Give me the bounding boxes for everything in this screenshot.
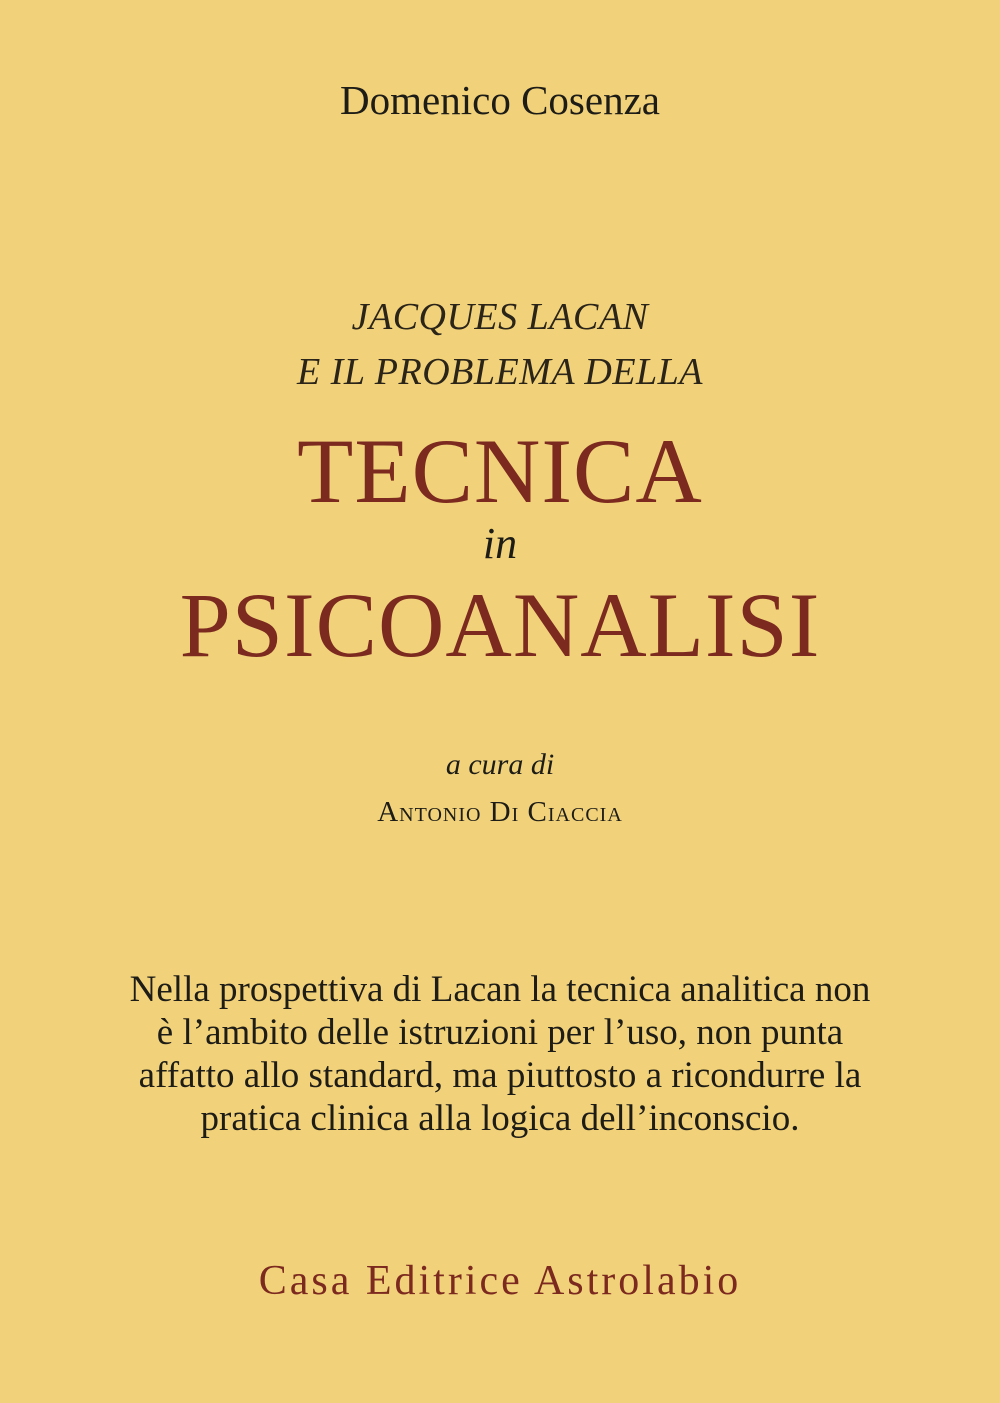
blurb-line: Nella prospettiva di Lacan la tecnica analitica non — [129, 969, 871, 1010]
title-main-tecnica: TECNICA — [297, 420, 703, 522]
title-connector: in — [482, 519, 518, 568]
blurb-line: è l’ambito delle istruzioni per l’uso, non punta — [156, 1012, 844, 1053]
author-name: Domenico Cosenza — [340, 77, 660, 123]
publisher-name: Casa Editrice Astrolabio — [258, 1258, 742, 1304]
blurb-line: pratica clinica alla logica dell’inconscio. — [200, 1098, 800, 1139]
blurb — [0, 968, 1000, 1140]
blurb-line: affatto allo standard, ma piuttosto a ricondurre la — [138, 1055, 862, 1096]
editor-lead: a cura di — [445, 748, 555, 781]
editor-name: Antonio Di Ciaccia — [377, 796, 623, 828]
title-line-1: JACQUES LACAN — [351, 296, 649, 338]
title-line-2: E IL PROBLEMA DELLA — [296, 351, 704, 393]
title-main-psicoanalisi: PSICOANALISI — [179, 574, 821, 676]
